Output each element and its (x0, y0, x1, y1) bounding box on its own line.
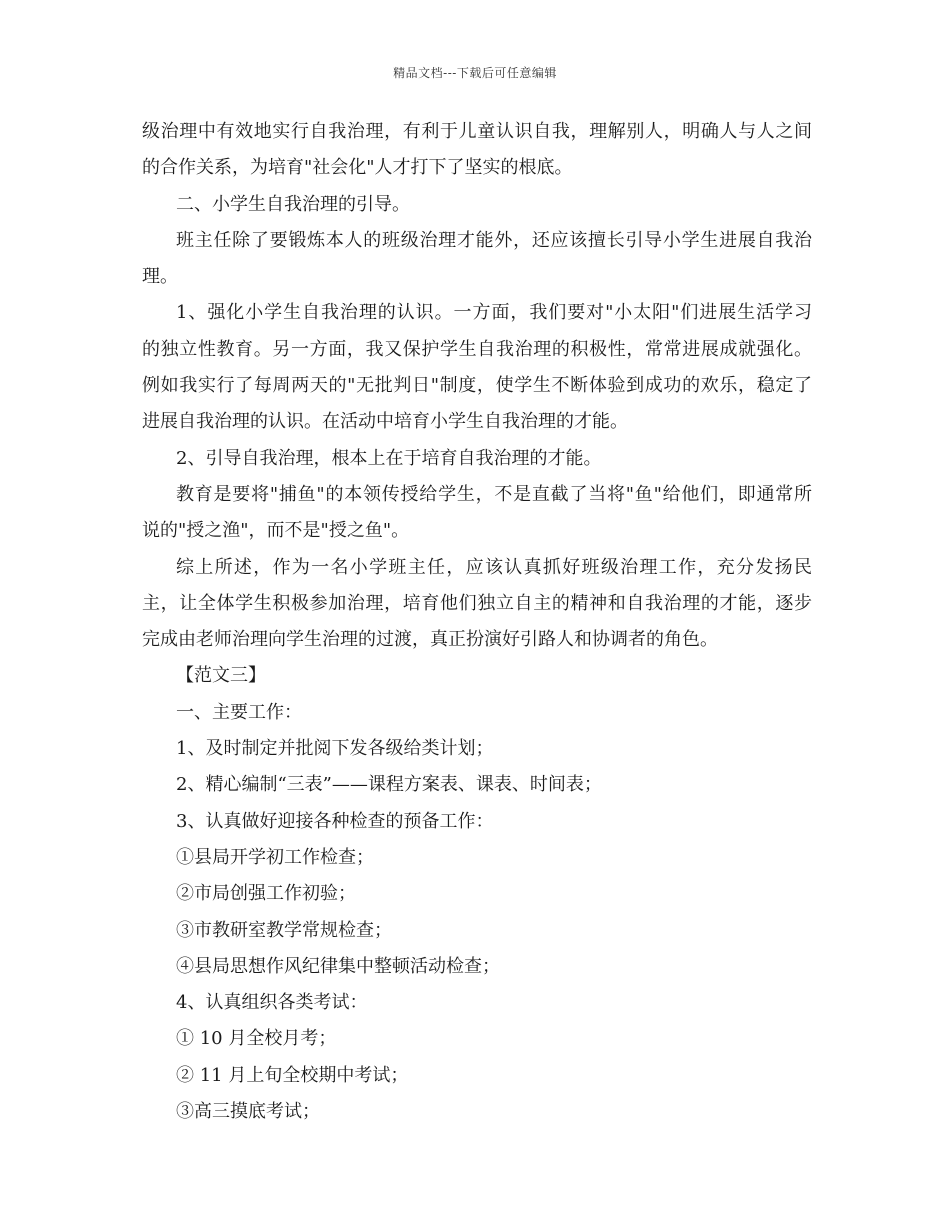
text-line: 综上所述，作为一名小学班主任，应该认真抓好班级治理工作，充分发扬民 (176, 556, 812, 578)
text-line: 说的"授之渔"，而不是"授之鱼"。 (142, 520, 410, 542)
text-line: ④县局思想作风纪律集中整顿活动检查； (176, 955, 500, 977)
text-line: 进展自我治理的认识。在活动中培育小学生自我治理的才能。 (142, 411, 628, 433)
text-line: 2、精心编制“三表”——课程方案表、课表、时间表； (176, 774, 602, 796)
text-line: 1、强化小学生自我治理的认识。一方面，我们要对"小太阳"们进展生活学习 (176, 302, 812, 324)
text-line: 4、认真组织各类考试： (176, 992, 368, 1014)
text-line: 的合作关系，为培育"社会化"人才打下了坚实的根底。 (142, 157, 573, 179)
text-line: ③市教研室教学常规检查； (176, 919, 392, 941)
text-line: 级治理中有效地实行自我治理，有利于儿童认识自我，理解别人，明确人与人之间 (142, 121, 812, 142)
text-line: ② 11 月上旬全校期中考试； (176, 1064, 409, 1086)
text-line: ③高三摸底考试； (176, 1101, 320, 1123)
text-line: 例如我实行了每周两天的"无批判日"制度，使学生不断体验到成功的欢乐，稳定了 (142, 375, 812, 397)
text-line: ①县局开学初工作检查； (176, 846, 374, 868)
text-line: 二、小学生自我治理的引导。 (176, 193, 410, 215)
page-header: 精品文档---下载后可任意编辑 (393, 66, 557, 80)
text-line: 班主任除了要锻炼本人的班级治理才能外，还应该擅长引导小学生进展自我治 (176, 229, 812, 251)
text-line: 3、认真做好迎接各种检查的预备工作： (176, 810, 494, 832)
text-line: 【范文三】 (176, 665, 266, 687)
text-line: ②市局创强工作初验； (176, 883, 356, 905)
text-line: 的独立性教育。另一方面，我又保护学生自我治理的积极性，常常进展成就强化。 (142, 338, 812, 360)
text-line: 2、引导自我治理，根本上在于培育自我治理的才能。 (176, 447, 602, 469)
text-line: 完成由老师治理向学生治理的过渡，真正扮演好引路人和协调者的角色。 (142, 629, 718, 651)
text-line: 1、及时制定并批阅下发各级给类计划； (176, 738, 494, 760)
text-line: 一、主要工作： (176, 701, 302, 723)
document-body (142, 114, 812, 1130)
text-line: 教育是要将"捕鱼"的本领传授给学生，不是直截了当将"鱼"给他们，即通常所 (176, 483, 812, 505)
text-line: 主，让全体学生积极参加治理，培育他们独立自主的精神和自我治理的才能，逐步 (142, 592, 812, 614)
text-line: ① 10 月全校月考； (176, 1028, 337, 1050)
text-line: 理。 (142, 266, 178, 288)
